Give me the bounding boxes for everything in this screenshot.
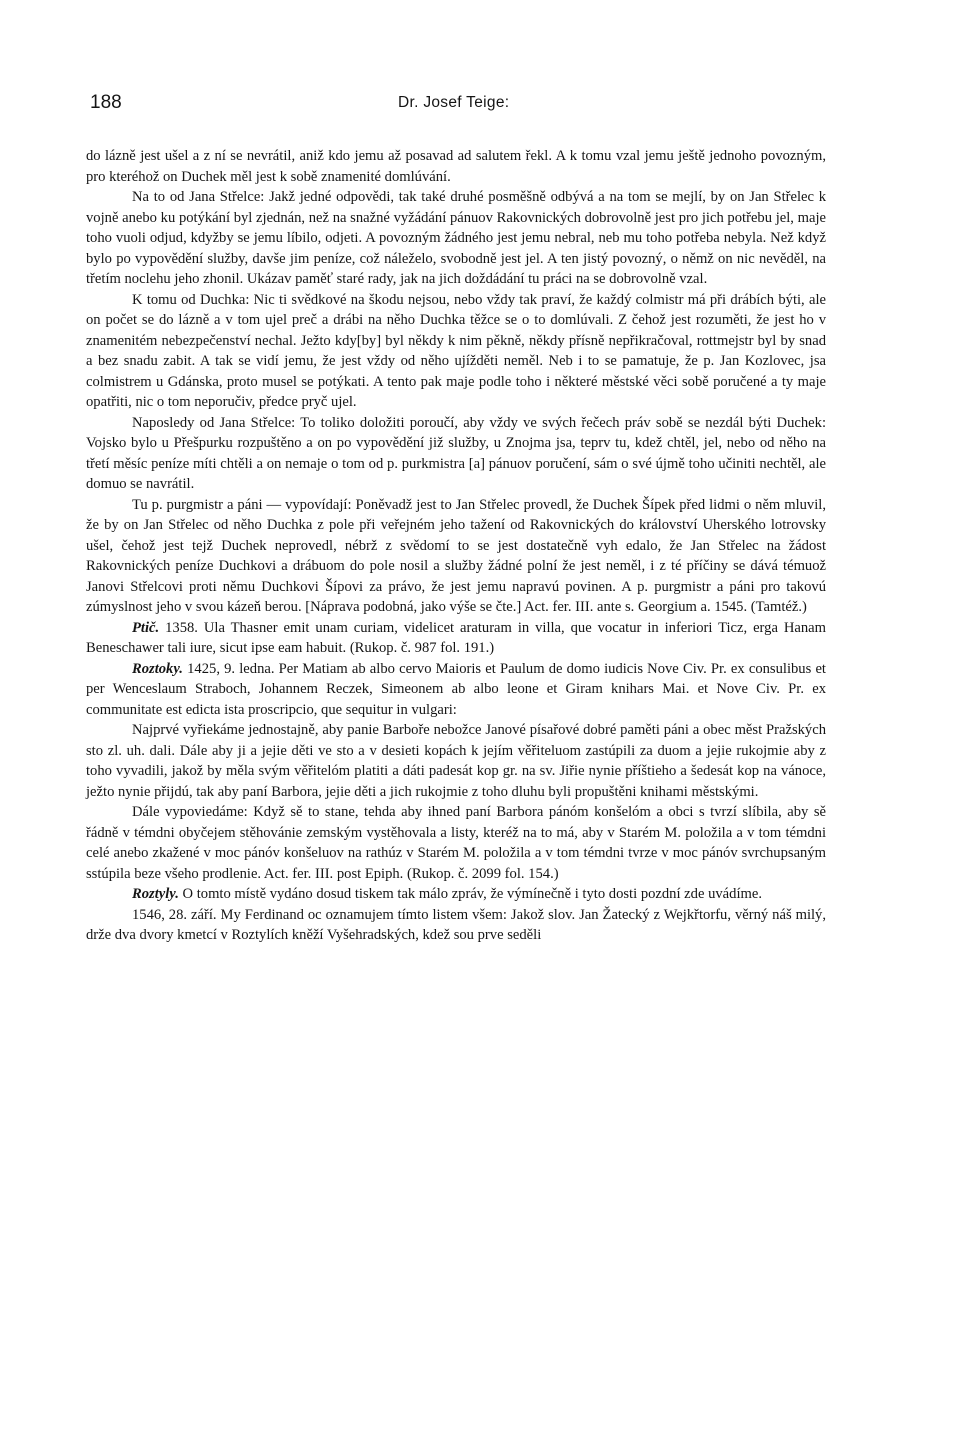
paragraph: Na to od Jana Střelce: Jakž jedné odpovědi, tak také druhé posměšně odbývá a na tom se mejlí, by on Jan Střelec k vojně anebo ku potýkání byl zjednán, než na snažné vyžádání pánuov Rakovnických dobrovolně jest pro jich potřebu jel, maje toho vuoli odjud, kdyžby se jemu líbilo, odjeti. A povozným žádného jest jemu nebral, neb mu toho potřeba nebyla. Než když bylo po vypovědění služby, davše jim peníze, což náleželo, svobodně jest jel. A ten jistý povozný, o němž on nic nevěděl, na třetím noclehu jeho zhonil. Ukázav paměť staré rady, jak na jich doždádání tu práci na se dobrovolně vzal. xyxy=(86,189,826,287)
paragraph: Ptič. 1358. Ula Thasner emit unam curiam, videlicet araturam in villa, que vocatur in inferiori Ticz, erga Hanam Beneschawer tali iure, sicut ipse eam habuit. (Rukop. č. 987 fol. 191.) xyxy=(86,619,826,656)
page-number: 188 xyxy=(90,92,122,113)
document-page xyxy=(86,92,826,946)
place-name: Ptič. xyxy=(132,619,160,636)
paragraph: Roztyly. O tomto místě vydáno dosud tiskem tak málo zpráv, že výmínečně i tyto dosti pozdní zde uvádíme. xyxy=(132,886,762,902)
paragraph: do lázně jest ušel a z ní se nevrátil, aniž kdo jemu až posavad ad salutem řekl. A k tomu vzal jemu ještě jednoho povozným, pro kteréhož on Duchek měl jest k sobě znamenité domlúvání. xyxy=(86,148,826,185)
page-header xyxy=(86,92,826,132)
paragraph: Naposledy od Jana Střelce: To toliko doložiti poroučí, aby vždy ve svých řečech práv sobě se nezdál býti Duchek: Vojsko bylo u Přešpurku rozpuštěno a on po vypovědění již služby, u Znojma jsa, teprv tu, kdež chtěl, jel, nebo od něho na třetí měsíc peníze míti chtěli a on nemaje o tom od p. purkmistra [a] pánuov poručení, sám o své újmě toho učiniti nechtěl, ale domuo se navrátil. xyxy=(86,414,826,492)
place-name: Roztoky. xyxy=(132,660,183,677)
paragraph: K tomu od Duchka: Nic ti svědkové na škodu nejsou, nebo vždy tak praví, že každý colmistr má při drábích býti, ale on počet se do lázně a v tom ujel preč a drábi na něho Duchka těžce se o to domlúvali. Z čehož jest rozuměti, že jest ho v znamenitém nebezpečenství nechal. Ježto kdy[by] byl někdy k nim pěkně, někdy přísně nepřikračoval, rottmejstr byl by snad a bez snadu zabit. A tak se vidí jemu, že jest vždy od něho ujížděti neměl. Neb i to se pamatuje, že p. Jan Kozlovec, jsa colmistrem u Gdánska, proto musel se potýkati. A tento pak maje podle toho i některé městské věci sobě poručené a ty maje opatřiti, nic o tom neporučiv, předce pryč ujel. xyxy=(86,291,826,410)
paragraph: Najprvé vyřiekáme jednostajně, aby panie Barboře nebožce Janové písařové dobré paměti páni a obec měst Pražských sto zl. uh. dali. Dále aby ji a jejie děti ve sto a v desieti kopách k jejím věřiteluom zastúpili za duom a jejie rukojmie aby z toho vyvadili, jakož by měla svým věřitelóm platiti a dáti padesát kop gr. na sv. Jiřie nynie příštieho a šedesát kop na vánoce, ježto nynie přijdú, tak aby paní Barbora, jejie děti a jich rukojmie z toho dluhu byli propuštěni knihami městskými. xyxy=(86,722,826,800)
paragraph: Roztoky. 1425, 9. ledna. Per Matiam ab albo cervo Maioris et Paulum de domo iudicis Nove Civ. Pr. ex consulibus et per Wenceslaum Straboch, Johannem Reczek, Simeonem ab albo leone et Giram knihars Mai. et Nove Civ. Pr. ex communitate est edicta ista proscripcio, que sequitur in vulgari: xyxy=(86,660,826,718)
paragraph: Tu p. purgmistr a páni — vypovídají: Poněvadž jest to Jan Střelec provedl, že Duchek Šípek před lidmi o něm mluvil, že by on Jan Střelec od něho Duchka z pole při veřejném jeho tažení od Rakovnických do království Uherského lotrovsky ušel, čehož jest tejž Duchek neprovedl, nébrž z svědomí to se jest dostatečně vyh edalo, že Jan Střelec na žádost Rakovnických peníze Duchkovi a drábuom do pole nosil a služby žádné polní že jest neměl, i z té příčiny se dává témuož Janovi Střelcovi proti němu Duchkovi Šípovi za právo, že jest jemu napravú povinen. A p. purgmistr a páni pro takovú zúmyslnost jeho v svou kázeň berou. [Náprava podobná, jako výše se čte.] Act. fer. III. ante s. Georgium a. 1545. (Tamtéž.) xyxy=(86,496,826,615)
running-title: Dr. Josef Teige: xyxy=(398,94,510,111)
body-text xyxy=(86,146,826,946)
place-name: Roztyly. xyxy=(132,886,179,902)
paragraph: 1546, 28. září. My Ferdinand oc oznamujem tímto listem všem: Jakož slov. Jan Žatecký z Wejkřtorfu, věrný náš milý, drže dva dvory kmetcí v Roztylích kněží Vyšehradských, kdež sou prve seděli xyxy=(86,906,826,943)
paragraph: Dále vypoviedáme: Když sě to stane, tehda aby ihned paní Barbora pánóm konšelóm a obci s tvrzí slíbila, aby sě řádně v témdni obyčejem stěhovánie zemským vystěhovala a listy, kteréž na to má, aby v Starém M. položila a v tom témdni celé anebo zkažené v moc pánóv konšeluov na rathúz v Starém M. položila a v tom témdni tvrze v moc pánóv svrchupsaným sstúpila beze všeho prodlenie. Act. fer. III. post Epiph. (Rukop. č. 2099 fol. 154.) xyxy=(86,804,826,882)
